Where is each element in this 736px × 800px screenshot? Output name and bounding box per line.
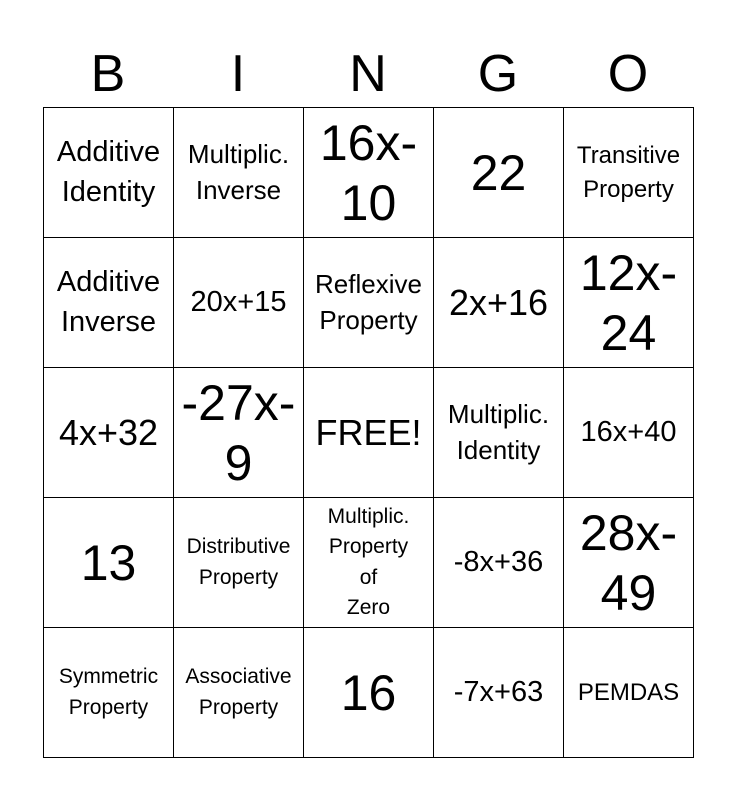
bingo-cell[interactable]: 20x+15 (174, 238, 304, 368)
header-letter-n: N (349, 45, 387, 103)
free-space-cell[interactable]: FREE! (304, 368, 434, 498)
bingo-cell[interactable]: Associative Property (174, 628, 304, 758)
bingo-cell[interactable]: 16x+40 (564, 368, 694, 498)
bingo-cell[interactable]: 16 (304, 628, 434, 758)
bingo-cell[interactable]: Reflexive Property (304, 238, 434, 368)
bingo-cell[interactable]: -8x+36 (434, 498, 564, 628)
bingo-cell[interactable]: 22 (434, 108, 564, 238)
bingo-cell[interactable]: Multiplic. Property of Zero (304, 498, 434, 628)
bingo-cell[interactable]: Multiplic. Identity (434, 368, 564, 498)
bingo-cell[interactable]: Multiplic. Inverse (174, 108, 304, 238)
bingo-cell[interactable]: 16x- 10 (304, 108, 434, 238)
bingo-cell[interactable]: 13 (44, 498, 174, 628)
bingo-cell[interactable]: Symmetric Property (44, 628, 174, 758)
bingo-cell[interactable]: 12x- 24 (564, 238, 694, 368)
bingo-cell[interactable]: 28x- 49 (564, 498, 694, 628)
bingo-board (43, 107, 694, 758)
bingo-cell[interactable]: PEMDAS (564, 628, 694, 758)
bingo-cell[interactable]: 2x+16 (434, 238, 564, 368)
bingo-header (43, 40, 693, 108)
bingo-cell[interactable]: 4x+32 (44, 368, 174, 498)
bingo-cell[interactable]: Transitive Property (564, 108, 694, 238)
bingo-cell[interactable]: Additive Identity (44, 108, 174, 238)
header-letter-o: O (607, 45, 649, 103)
bingo-cell[interactable]: Additive Inverse (44, 238, 174, 368)
bingo-cell[interactable]: -27x- 9 (174, 368, 304, 498)
header-letter-b: B (90, 45, 126, 103)
bingo-cell[interactable]: Distributive Property (174, 498, 304, 628)
header-letter-i: I (230, 45, 246, 103)
bingo-cell[interactable]: -7x+63 (434, 628, 564, 758)
header-letter-g: G (477, 45, 519, 103)
